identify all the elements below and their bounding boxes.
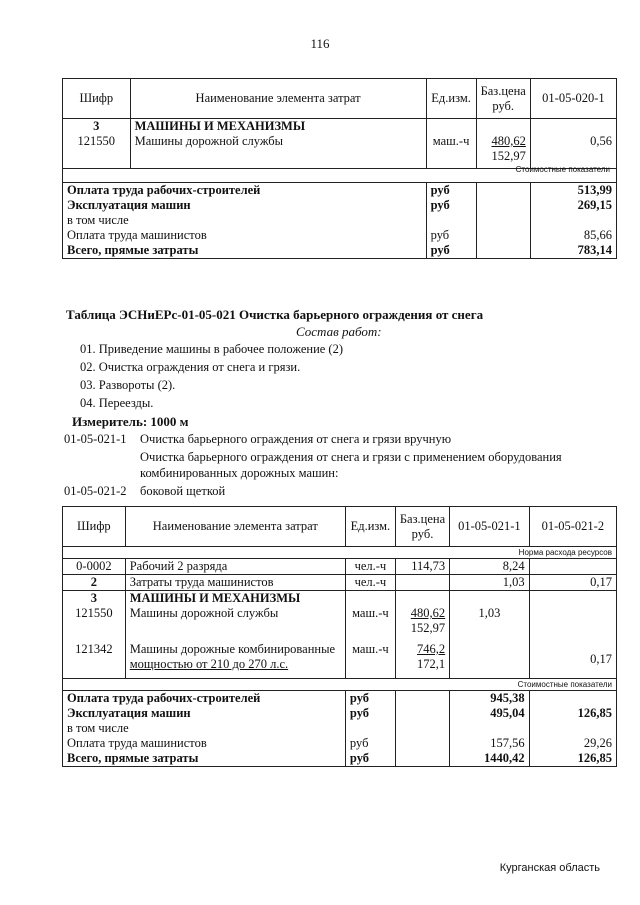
measure: Измеритель: 1000 м — [72, 414, 189, 429]
page-number: 116 — [310, 36, 330, 51]
item-code: 01-05-021-1 — [64, 432, 127, 446]
table-row: 121342 Машины дорожные комбинированные мощностью от 210 до 270 л.с. маш.-ч 746,2 172,1 0,17 — [63, 642, 617, 678]
cost-label-2: Стоимостные показатели — [450, 678, 617, 690]
totals-row: Эксплуатация машин руб 495,04 126,85 — [63, 706, 617, 721]
totals-row: Всего, прямые затраты руб 1440,42 126,85 — [63, 751, 617, 767]
header-unit: Ед.изм. — [426, 79, 476, 119]
header-code: Шифр — [63, 79, 131, 119]
table-row: 121550 Машины дорожной службы маш.-ч 480,62 152,97 0,56 — [63, 134, 617, 168]
table-row: 3 МАШИНЫ И МЕХАНИЗМЫ — [63, 591, 617, 607]
totals-row: Всего, прямые затраты руб 783,14 — [63, 243, 617, 259]
totals-row: Эксплуатация машин руб 269,15 — [63, 198, 617, 213]
header-col1: 01-05-021-1 — [450, 507, 530, 547]
header-unit: Ед.изм. — [345, 507, 395, 547]
list-item: 03. Развороты (2). — [80, 378, 176, 392]
header-price: Баз.цена руб. — [476, 79, 530, 119]
header-name: Наименование элемента затрат — [125, 507, 345, 547]
table-row: 3 МАШИНЫ И МЕХАНИЗМЫ — [63, 119, 617, 135]
header-col1: 01-05-020-1 — [530, 79, 616, 119]
list-item: 04. Переезды. — [80, 396, 154, 410]
works-title: Состав работ: — [296, 324, 382, 339]
header-code: Шифр — [63, 507, 126, 547]
item-text: Очистка барьерного ограждения от снега и грязи вручную — [140, 432, 452, 446]
item-text: комбинированных дорожных машин: — [140, 466, 339, 480]
list-item: 02. Очистка ограждения от снега и грязи. — [80, 360, 301, 374]
totals-row: Оплата труда машинистов руб 85,66 — [63, 228, 617, 243]
header-name: Наименование элемента затрат — [130, 79, 426, 119]
item-code: 01-05-021-2 — [64, 484, 127, 498]
totals-row: Оплата труда рабочих-строителей руб 513,99 — [63, 182, 617, 198]
section-title: Таблица ЭСНиЕРс-01-05-021 Очистка барьерного ограждения от снега — [66, 307, 484, 322]
table-row: 2 Затраты труда машинистов чел.-ч 1,03 0,17 — [63, 575, 617, 591]
footer-region: Курганская область — [499, 862, 600, 874]
header-price: Баз.цена руб. — [395, 507, 449, 547]
cost-label-1: Стоимостные показатели — [515, 165, 610, 174]
list-item: 01. Приведение машины в рабочее положение (2) — [80, 342, 344, 356]
table-row: 0-0002 Рабочий 2 разряда чел.-ч 114,73 8,24 — [63, 559, 617, 575]
totals-row: в том числе — [63, 721, 617, 736]
totals-row: Оплата труда рабочих-строителей руб 945,38 — [63, 690, 617, 706]
resource-table-2 — [62, 506, 617, 767]
totals-row: Оплата труда машинистов руб 157,56 29,26 — [63, 736, 617, 751]
totals-row: в том числе — [63, 213, 617, 228]
header-col2: 01-05-021-2 — [529, 507, 616, 547]
item-text: Очистка барьерного ограждения от снега и грязи с применением оборудования — [140, 450, 562, 464]
norm-label: Норма расхода ресурсов — [450, 547, 617, 559]
table-row: 121550 Машины дорожной службы маш.-ч 480,62 152,97 1,03 — [63, 606, 617, 642]
item-text: боковой щеткой — [140, 484, 226, 498]
